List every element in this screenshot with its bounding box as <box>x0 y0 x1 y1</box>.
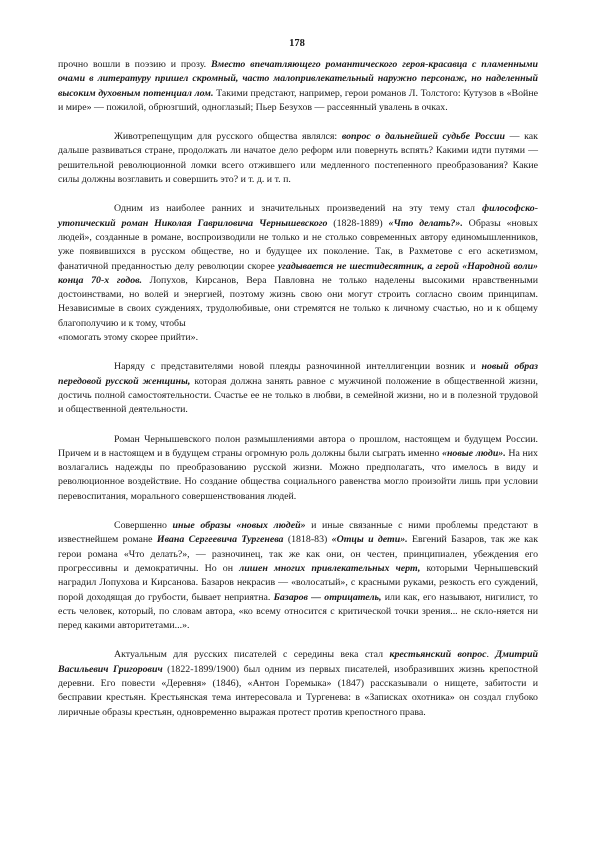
paragraph-1 <box>58 58 538 115</box>
paragraph-gap <box>58 187 538 202</box>
text-run: Актуальным для русских писателей с середины века стал <box>114 649 390 661</box>
emphasis-text: новый образ передовой русской женщины, <box>58 361 538 387</box>
paragraph-4 <box>58 360 538 417</box>
emphasis-text: Дмитрий Васильевич Григорович <box>58 649 539 675</box>
paragraph-gap <box>58 633 538 648</box>
text-run: (1822-1899/1900) был одним из первых писателей, изобразивших жизнь крепостной деревни. Его повести «Деревня» (1846), «Антон Горемыка» (1847) рассказывали о нищете, забитости и бесправии крестьян. Крестьянская тема интересовала и Тургенева: в «Записках охотника» он создал глубоко лиричные образы крестьян, одновременно выражая протест против крепостного права. <box>58 663 538 718</box>
text-run: (1828-1889) <box>327 217 389 229</box>
text-run: Одним из наиболее ранних и значительных произведений на эту тему стал <box>114 203 483 215</box>
emphasis-text: «Отцы и дети». <box>331 534 408 546</box>
text-run: «помогать этому скорее прийти». <box>58 332 199 344</box>
text-run: Такими предстают, например, герои романов Л. Толстого: Кутузов в «Войне и мире» — пожилой, обрюзгший, одноглазый; Пьер Безухов — рассеянный увалень в очках. <box>58 87 538 113</box>
paragraph-gap <box>58 345 538 360</box>
emphasis-text: философско-утопический роман Николая Гавриловича Чернышевского <box>58 203 538 229</box>
emphasis-text: Базаров — отрицатель, <box>273 591 382 603</box>
text-run: Животрепещущим для русского общества являлся: <box>114 131 342 143</box>
emphasis-text: угадывается не шестидесятник, а герой «Народной воли» конца 70-х годов. <box>58 260 538 286</box>
text-run: Наряду с представителями новой плеяды разночинной интеллигенции возник и <box>114 361 482 373</box>
paragraph-7 <box>58 648 538 719</box>
emphasis-text: лишен многих привлекательных черт, <box>239 562 421 574</box>
text-run: которая должна занять равное с мужчиной положение в общественной жизни, достичь полной самостоятельности. Счастье ее не только в любви, в семейной жизни, но и в полезной трудовой и общественной деятельности. <box>58 375 538 416</box>
paragraph-3 <box>58 202 538 345</box>
emphasis-text: Вместо впечатляющего романтического героя-красавца с пламенными очами в литературу пришел скромный, часто малопривлекательный наружно персонаж, но наделенный высоким духовным потенциал лом. <box>58 59 538 99</box>
text-run: На них возлагались надежды по преобразованию русской жизни. Можно предполагать, что имелось в виду и революционное воздействие. Но создание общества социального равенства могло произойти лишь при условии перевоспитания, морального совершенствования людей. <box>58 447 538 502</box>
emphasis-text: «новые люди». <box>442 447 506 459</box>
paragraph-gap <box>58 115 538 130</box>
emphasis-text: Ивана Сергеевича Тургенева <box>156 534 284 546</box>
paragraph-5 <box>58 433 538 504</box>
text-run: Лопухов, Кирсанов, Вера Павловна не только наделены высокими нравственными достоинствами, но волей и энергией, поэтому жизнь свою они могут строить согласно своим принципам. Независимые в своих суждениях, трудолюбивые, они стремятся не только к личному счастью, но и к общему благополучию и к тому, чтобы <box>58 274 538 329</box>
body-text <box>58 58 538 720</box>
page-number: 178 <box>289 38 305 49</box>
emphasis-text: «Что делать?». <box>388 217 463 229</box>
text-run: Роман Чернышевского полон размышлениями автора о прошлом, настоящем и будущем России. Причем и в настоящем и в будущем страны огромную роль должны были сыграть именно <box>58 433 538 459</box>
text-run: и иные связанные с ними проблемы предстают в известнейшем романе <box>58 520 539 546</box>
emphasis-text: крестьянский вопрос <box>389 649 487 661</box>
paragraph-2 <box>58 130 538 187</box>
text-run: — как дальше развиваться стране, продолжать ли начатое дело реформ или повернуть вспять? Какими идти путями — решительной революционной ломки всего отжившего или медленного постепенного преобразования? Какие силы должны возглавить и совершить это? и т. д. и т. п. <box>58 131 538 186</box>
text-run: (1818-83) <box>283 534 332 546</box>
text-run: Образы «новых людей», созданные в романе, воспроизводили не только и не столько современных автору единомышленников, уже появившихся в русском обществе, но и будущее их поколение. Так, в Рахметове с его аскетизмом, фанатичной преданностью делу революции скорее <box>58 217 538 272</box>
paragraph-6 <box>58 519 538 633</box>
text-run: или как, его называют, нигилист, то есть человек, который, по словам автора, «ко всему относится с критической точки зрения... не скло-няется ни перед какими авторитетами...». <box>58 591 538 632</box>
text-run: прочно вошли в поэзию и прозу. <box>58 59 211 70</box>
emphasis-text: иные образы «новых людей» <box>172 520 306 532</box>
text-run: Совершенно <box>114 520 173 532</box>
emphasis-text: вопрос о дальнейшей судьбе России <box>341 131 505 143</box>
text-run: которыми Чернышевский наградил Лопухова и Кирсанова. Базаров некрасив — «волосатый», с красными руками, резкость его суждений, порой доходящая до грубости, бывает неприятна. <box>58 562 538 603</box>
paragraph-gap <box>58 418 538 433</box>
text-run: Евгений Базаров, так же как герои романа «Что делать?», — разночинец, так же как они, он честен, принципиален, убеждения его прогрессивны и демократичны. Но он <box>58 534 538 574</box>
paragraph-gap <box>58 504 538 519</box>
text-run: . <box>486 649 496 661</box>
